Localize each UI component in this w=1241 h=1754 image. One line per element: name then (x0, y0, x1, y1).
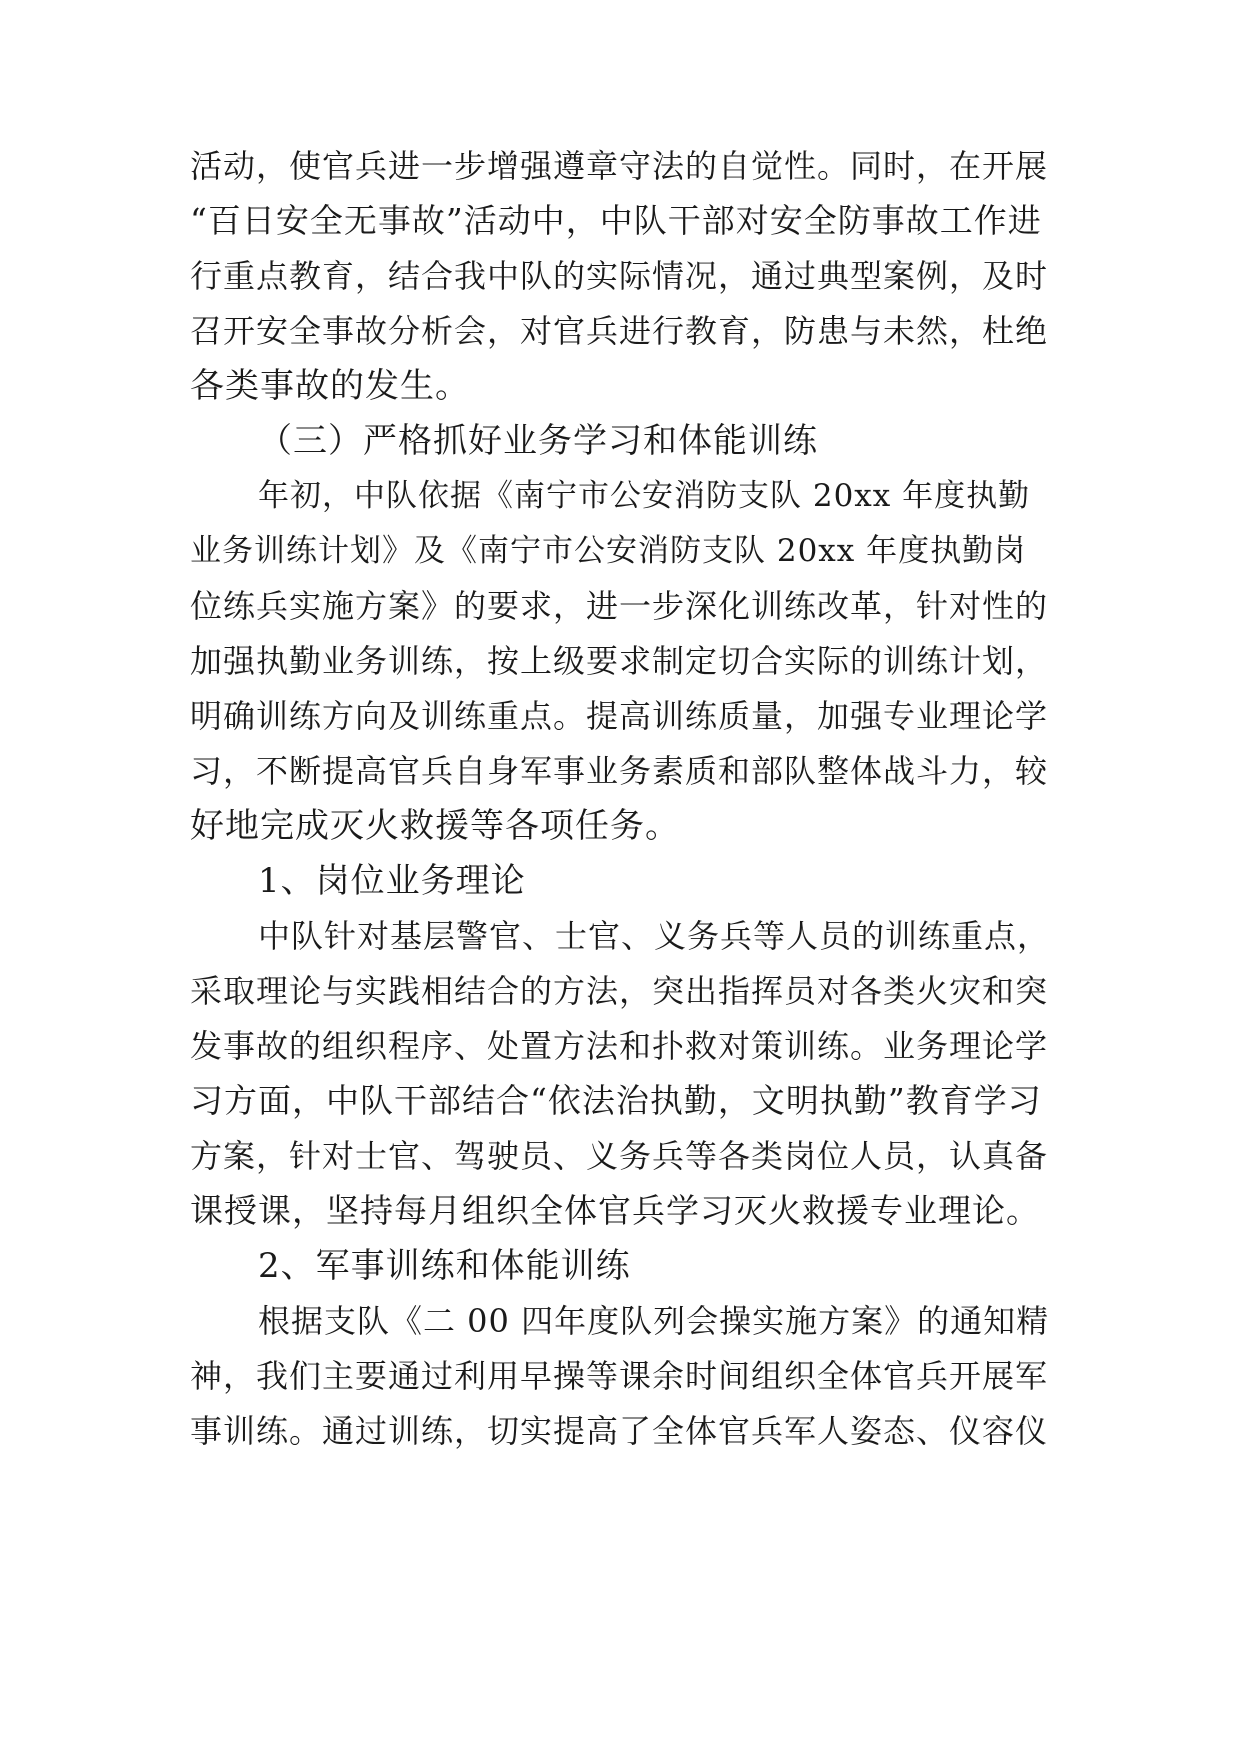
text-line: 课授课，坚持每月组织全体官兵学习灭火救援专业理论。 (190, 1191, 1040, 1230)
subsection-heading: 1、岗位业务理论 (258, 861, 526, 901)
text-line: “百日安全无事故”活动中，中队干部对安全防事故工作进 (190, 201, 1042, 240)
text-line: 加强执勤业务训练，按上级要求制定切合实际的训练计划， (190, 642, 1049, 680)
text-line: 神，我们主要通过利用早操等课余时间组织全体官兵开展军 (190, 1357, 1049, 1395)
text-line: 明确训练方向及训练重点。提高训练质量，加强专业理论学 (190, 697, 1049, 735)
text-line: 召开安全事故分析会，对官兵进行教育，防患与未然，杜绝 (190, 312, 1049, 350)
paragraph-first-line: 年初，中队依据《南宁市公安消防支队 20xx 年度执勤 (258, 478, 1031, 514)
section-heading: （三）严格抓好业务学习和体能训练 (258, 421, 818, 461)
text-line: 位练兵实施方案》的要求，进一步深化训练改革，针对性的 (190, 587, 1049, 625)
text-line: 各类事故的发生。 (190, 366, 470, 406)
subsection-heading: 2、军事训练和体能训练 (258, 1246, 631, 1286)
text-line: 好地完成灭火救援等各项任务。 (190, 806, 680, 846)
paragraph-first-line: 中队针对基层警官、士官、义务兵等人员的训练重点， (258, 917, 1051, 955)
paragraph-first-line: 根据支队《二 00 四年度队列会操实施方案》的通知精 (258, 1302, 1050, 1340)
text-line: 业务训练计划》及《南宁市公安消防支队 20xx 年度执勤岗 (190, 533, 1027, 569)
text-line: 习方面，中队干部结合“依法治执勤，文明执勤”教育学习 (190, 1081, 1042, 1120)
text-line: 方案，针对士官、驾驶员、义务兵等各类岗位人员，认真备 (190, 1137, 1049, 1175)
text-line: 采取理论与实践相结合的方法，突出指挥员对各类火灾和突 (190, 972, 1049, 1010)
text-line: 习，不断提高官兵自身军事业务素质和部队整体战斗力，较 (190, 752, 1049, 790)
text-line: 发事故的组织程序、处置方法和扑救对策训练。业务理论学 (190, 1027, 1049, 1065)
text-line: 行重点教育，结合我中队的实际情况，通过典型案例，及时 (190, 257, 1049, 295)
text-line: 事训练。通过训练，切实提高了全体官兵军人姿态、仪容仪 (190, 1412, 1049, 1450)
text-line: 活动，使官兵进一步增强遵章守法的自觉性。同时，在开展 (190, 147, 1049, 185)
